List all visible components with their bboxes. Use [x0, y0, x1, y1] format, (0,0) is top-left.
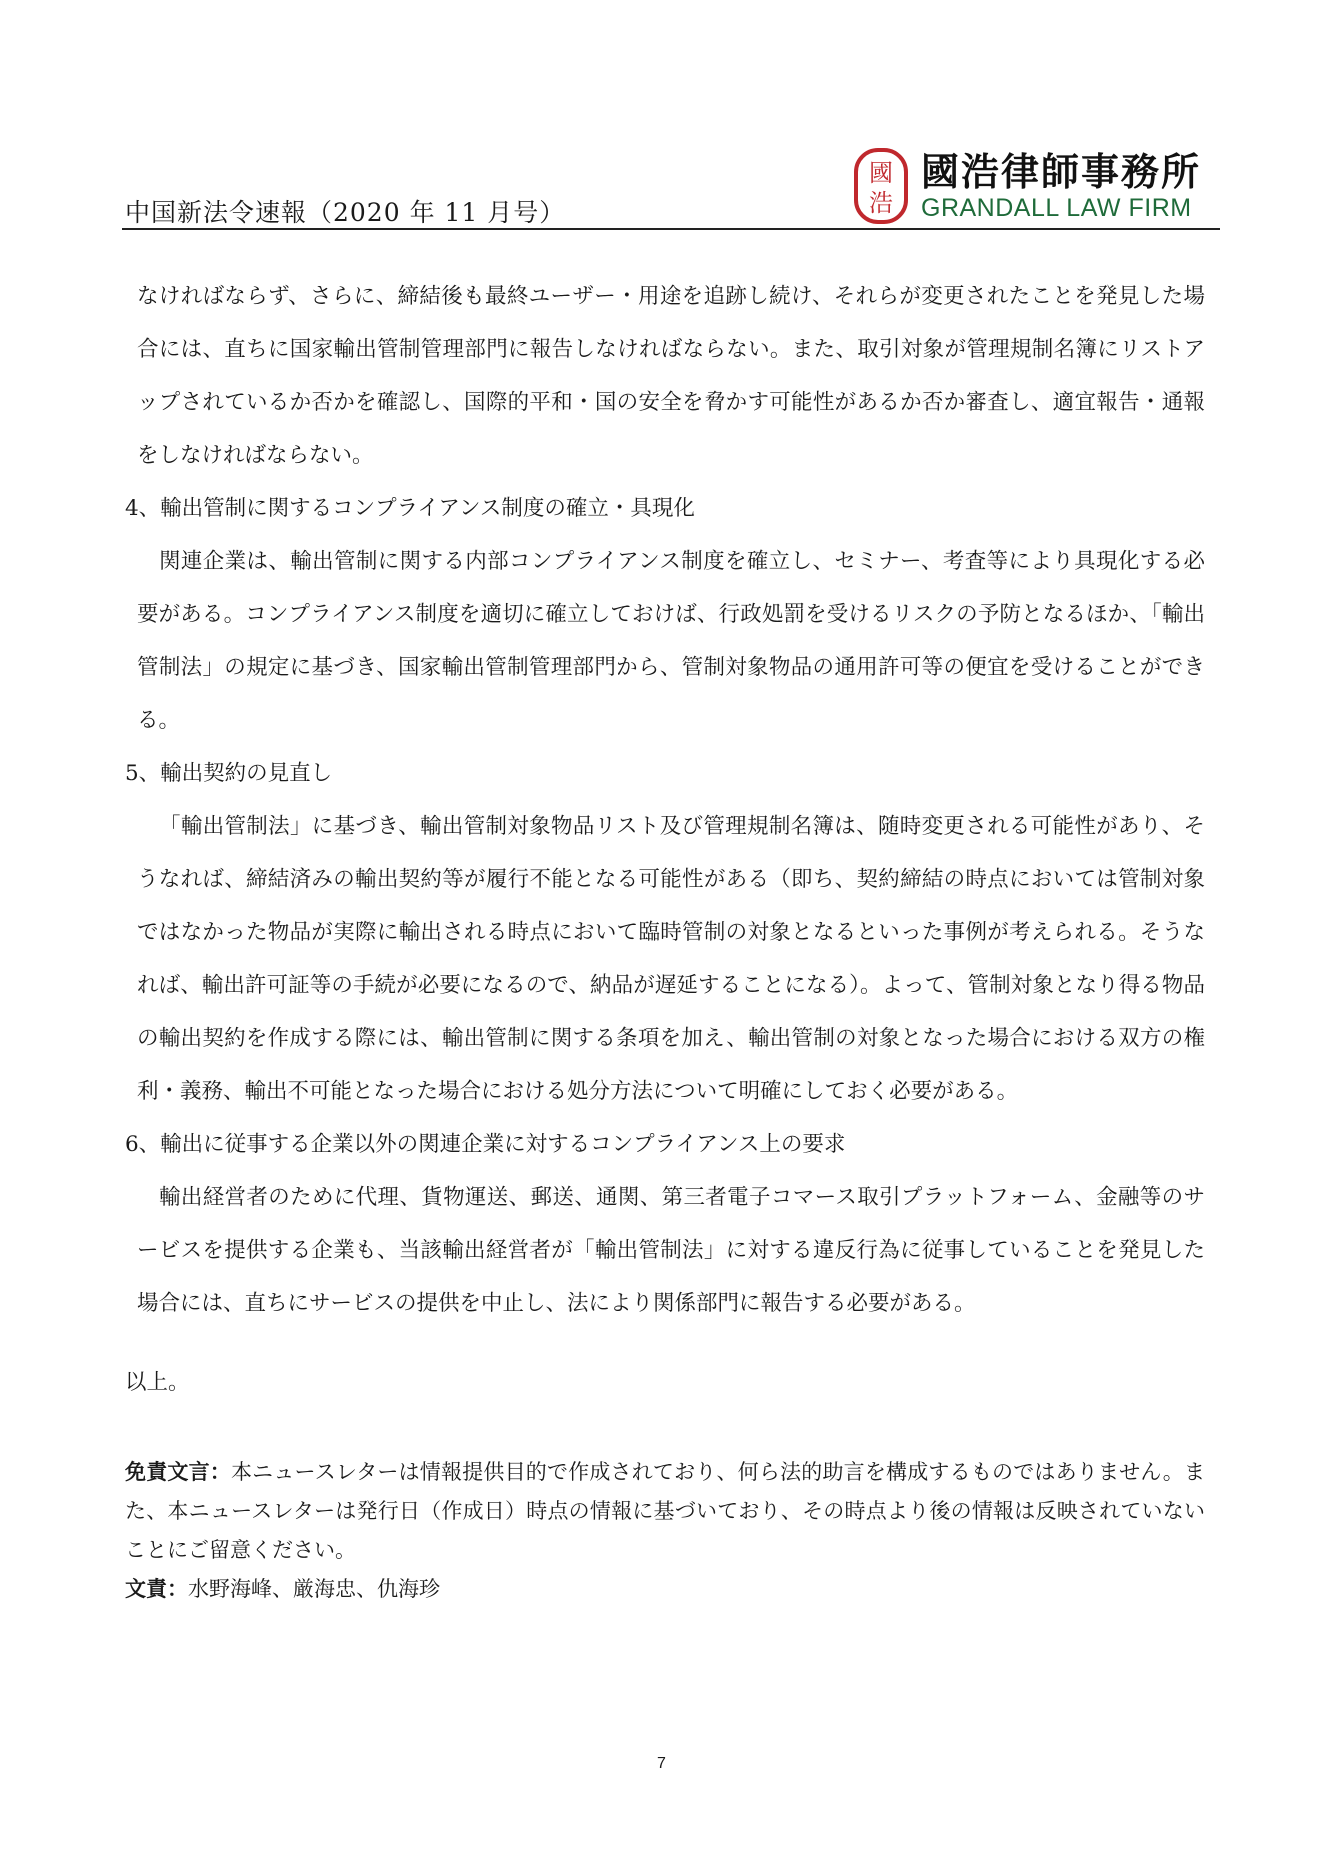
disclaimer — [125, 1453, 1205, 1570]
seal-icon — [853, 147, 909, 225]
firm-name-en: GRANDALL LAW FIRM — [921, 194, 1192, 222]
main-content — [125, 270, 1205, 1609]
page-number: 7 — [657, 1755, 666, 1772]
section-5-text: 「輸出管制法」に基づき、輸出管制対象物品リスト及び管理規制名簿は、随時変更される可能性があり、そうなれば、締結済みの輸出契約等が履行不能となる可能性がある（即ち、契約締結の時点においては管制対象ではなかった物品が実際に輸出される時点において臨時管制の対象となるといった事例が考えられる。そうなれば、輸出許可証等の手続が必要になるので、納品が遅延することになる）。よって、管制対象となり得る物品の輸出契約を作成する際には、輸出管制に関する条項を加え、輸出管制の対象となった場合における双方の権利・義務、輸出不可能となった場合における処分方法について明確にしておく必要がある。 — [137, 814, 1205, 1104]
authors — [125, 1570, 1205, 1609]
authors-names: 水野海峰、厳海忠、仇海珍 — [188, 1577, 440, 1601]
authors-label: 文責： — [125, 1577, 188, 1601]
header-divider — [122, 228, 1220, 230]
disclaimer-label: 免責文言： — [125, 1460, 231, 1484]
section-5-heading: 5、輸出契約の見直し — [125, 761, 333, 786]
section-4-heading: 4、輸出管制に関するコンプライアンス制度の確立・具現化 — [125, 496, 695, 521]
section-6-heading: 6、輸出に従事する企業以外の関連企業に対するコンプライアンス上の要求 — [125, 1132, 846, 1157]
newsletter-title: 中国新法令速報（2020 年 11 月号） — [125, 198, 566, 227]
seal-char-1: 國 — [869, 159, 893, 187]
disclaimer-text: 本ニュースレターは情報提供目的で作成されており、何ら法的助言を構成するものではありません。また、本ニュースレターは発行日（作成日）時点の情報に基づいており、その時点より後の情報は反映されていないことにご留意ください。 — [125, 1460, 1205, 1562]
conclusion: 以上。 — [125, 1370, 190, 1395]
paragraph-continued: なければならず、さらに、締結後も最終ユーザー・用途を追跡し続け、それらが変更されたことを発見した場合には、直ちに国家輸出管制管理部門に報告しなければならない。また、取引対象が管理規制名簿にリストアップされているか否かを確認し、国際的平和・国の安全を脅かす可能性があるか否か審査し、適宜報告・通報をしなければならない。 — [137, 284, 1205, 468]
section-6-text: 輸出経営者のために代理、貨物運送、郵送、通関、第三者電子コマース取引プラットフォーム、金融等のサービスを提供する企業も、当該輸出経営者が「輸出管制法」に対する違反行為に従事していることを発見した場合には、直ちにサービスの提供を中止し、法により関係部門に報告する必要がある。 — [137, 1185, 1205, 1316]
section-4-text: 関連企業は、輸出管制に関する内部コンプライアンス制度を確立し、セミナー、考査等により具現化する必要がある。コンプライアンス制度を適切に確立しておけば、行政処罰を受けるリスクの予防となるほか、「輸出管制法」の規定に基づき、国家輸出管制管理部門から、管制対象物品の通用許可等の便宜を受けることができる。 — [137, 549, 1205, 733]
firm-logo — [853, 145, 1201, 227]
firm-name-cn: 國浩律師事務所 — [921, 150, 1202, 194]
logo-text — [921, 150, 1201, 222]
seal-char-2: 浩 — [869, 189, 893, 217]
